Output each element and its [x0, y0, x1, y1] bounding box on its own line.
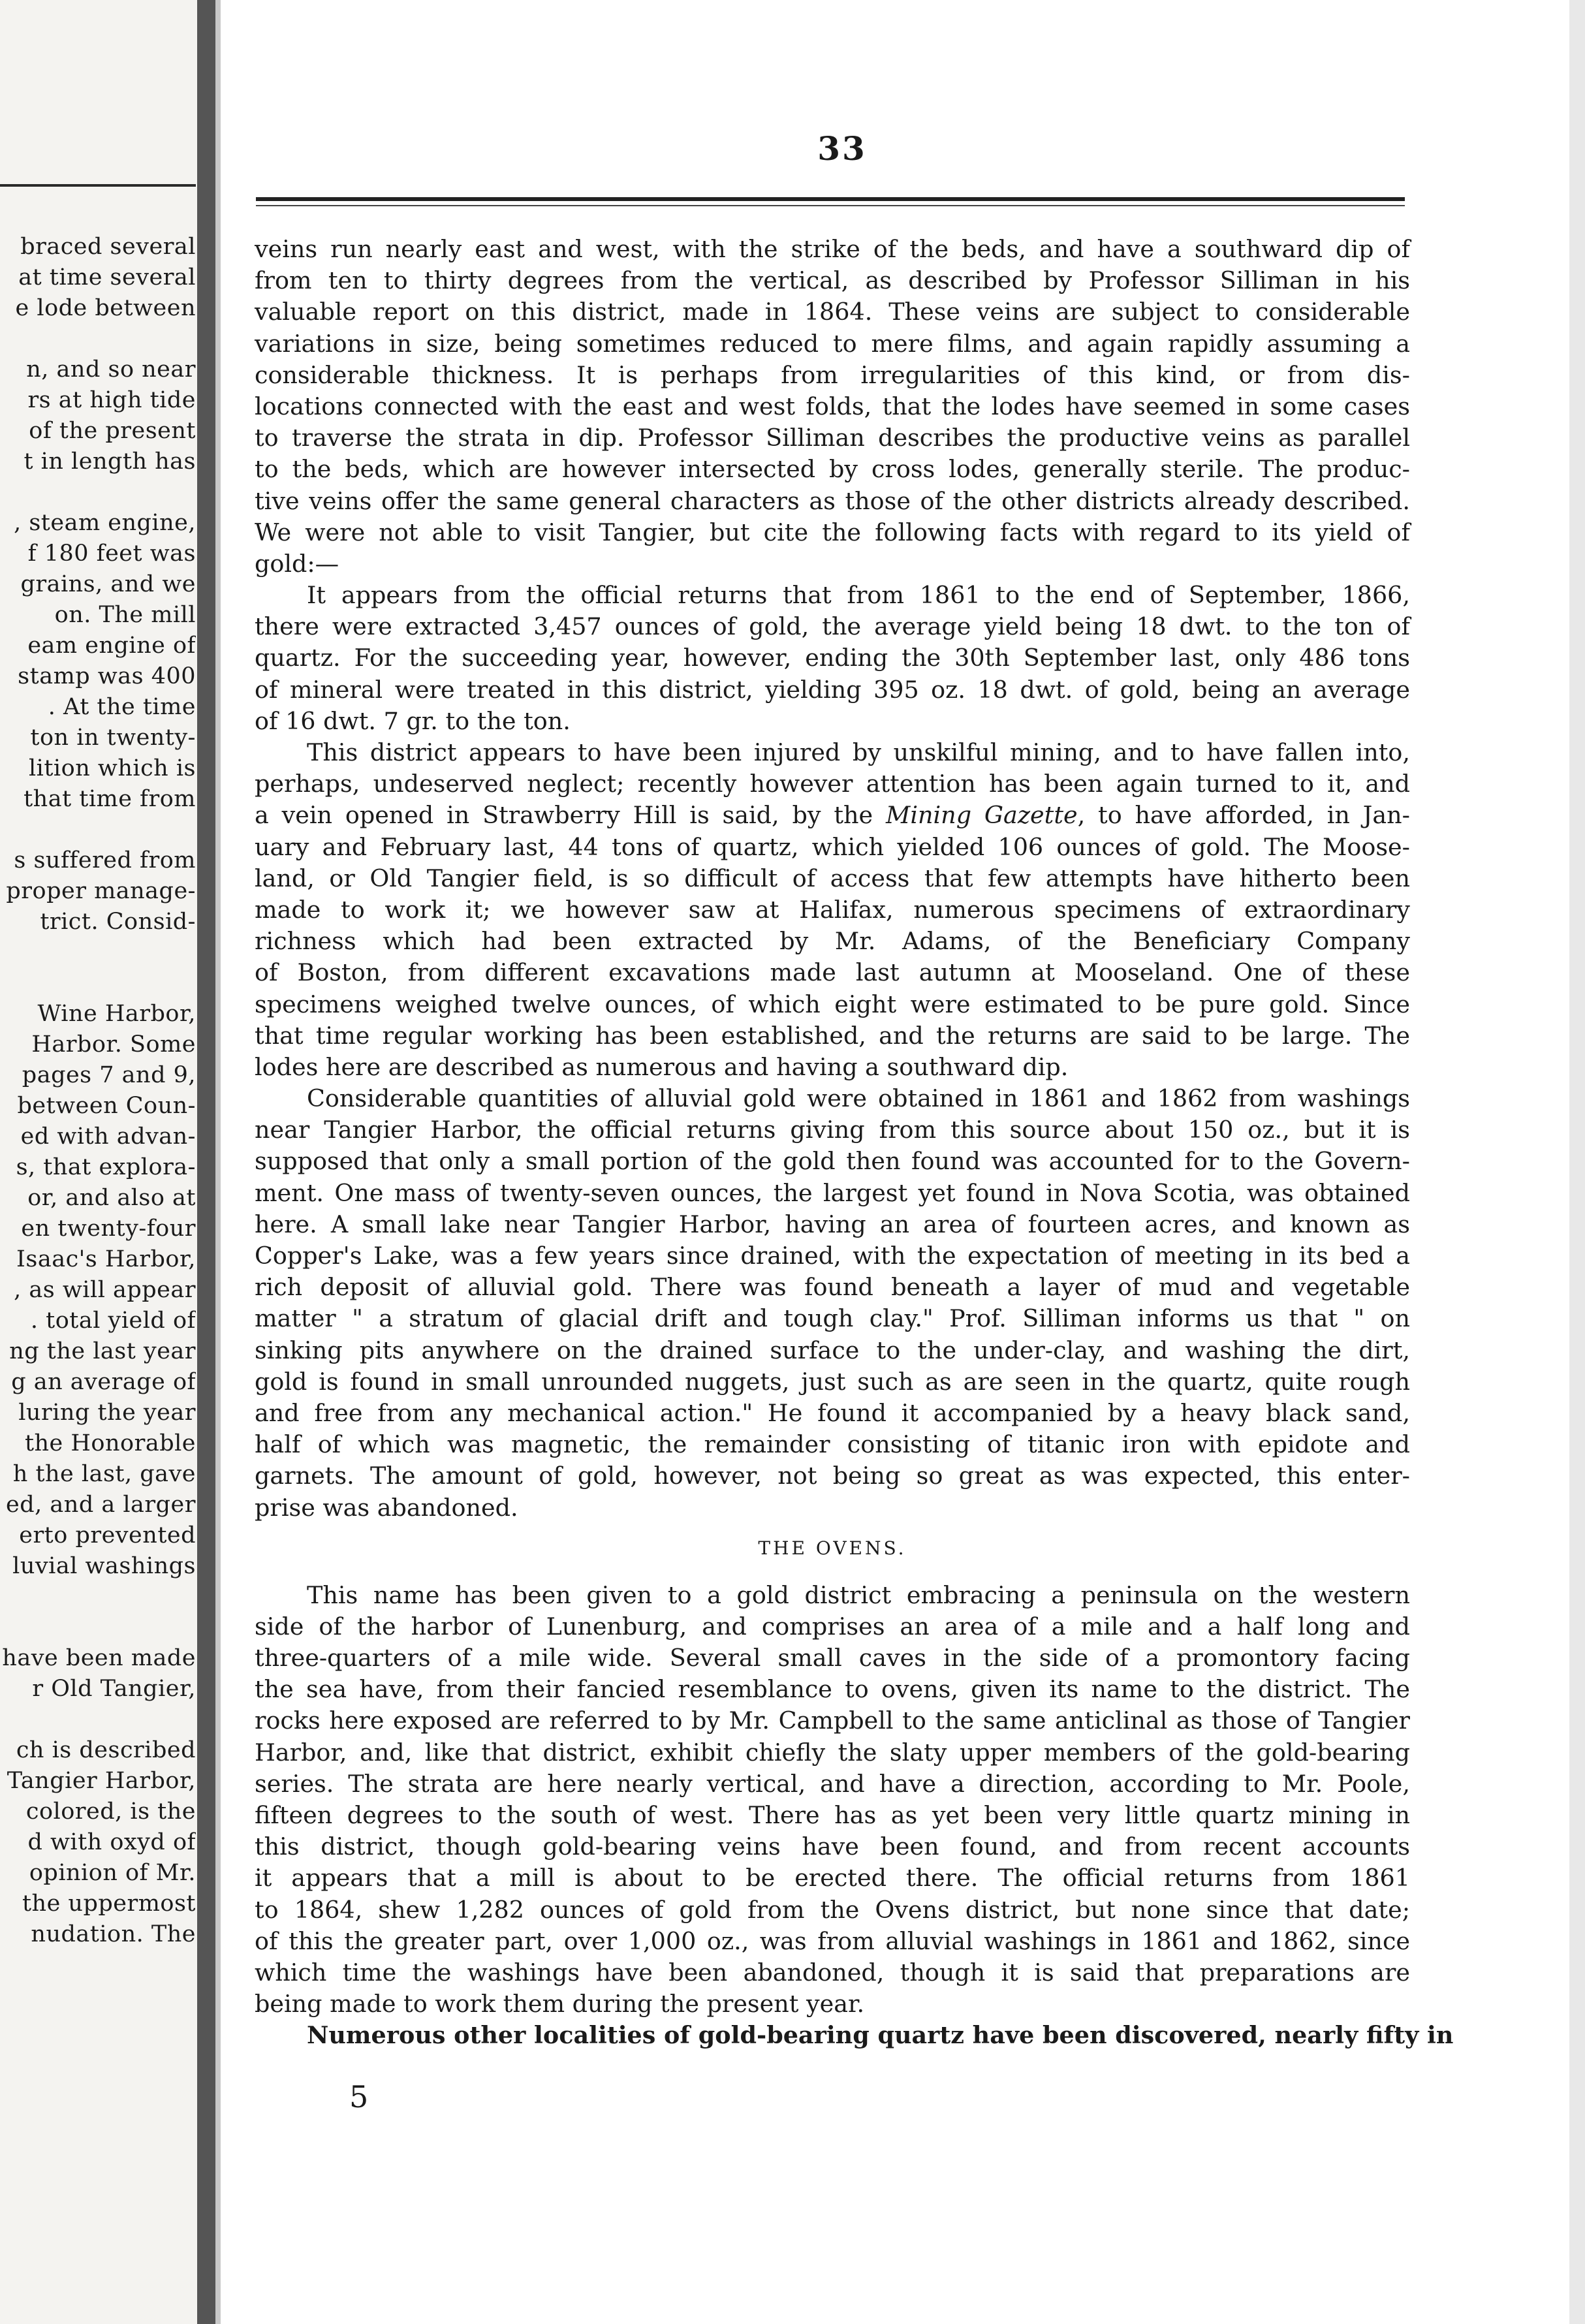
text-line: that time regular working has been established, and the returns are said to be large. The	[255, 1021, 1410, 1050]
text-line: of mineral were treated in this district, yielding 395 oz. 18 dwt. of gold, being an average	[255, 675, 1410, 704]
previous-page-line: pages 7 and 9,	[22, 1062, 196, 1088]
previous-page-line: between Coun-	[17, 1093, 196, 1119]
text-line: Copper's Lake, was a few years since drained, with the expectation of meeting in its bed a	[255, 1242, 1410, 1270]
previous-page-line: f 180 feet was	[27, 541, 196, 567]
text-line: of this the greater part, over 1,000 oz., was from alluvial washings in 1861 and 1862, since	[255, 1926, 1410, 1955]
previous-page-rule	[0, 184, 196, 187]
previous-page-line: h the last, gave	[12, 1461, 196, 1487]
previous-page-line: at time several	[18, 264, 196, 290]
text-line: rocks here exposed are referred to by Mr. Campbell to the same anticlinal as those of Tangier	[255, 1706, 1410, 1735]
text-line: from ten to thirty degrees from the vertical, as described by Professor Silliman in his	[255, 266, 1410, 295]
previous-page-line: on. The mill	[54, 602, 196, 628]
previous-page-line: luvial washings	[12, 1553, 196, 1579]
previous-page-line	[0, 324, 196, 354]
text-line: This district appears to have been injured by unskilful mining, and to have fallen into,	[307, 738, 1410, 766]
text-line: made to work it; we however saw at Halifax, numerous specimens of extraordinary	[255, 895, 1410, 924]
text-line: variations in size, being sometimes reduced to mere films, and again rapidly assuming a	[255, 329, 1410, 358]
previous-page-text	[0, 232, 196, 1950]
paragraph-alluvial-gold	[255, 1083, 1410, 1524]
text-line: rich deposit of alluvial gold. There was found beneath a layer of mud and vegetable	[255, 1273, 1410, 1302]
previous-page-line: en twenty-four	[21, 1216, 196, 1242]
paragraph-official-returns	[255, 580, 1410, 737]
previous-page-line	[0, 968, 196, 999]
publication-title: Mining Gazette	[885, 801, 1078, 830]
previous-page-line: opinion of Mr.	[29, 1860, 196, 1886]
previous-page-line: trict. Consid-	[40, 909, 196, 935]
signature-mark: 5	[349, 2079, 369, 2114]
previous-page-line: , as will appear	[14, 1277, 196, 1303]
previous-page-sliver	[0, 0, 197, 2324]
text-line: supposed that only a small portion of the gold then found was accounted for to the Govern-	[255, 1147, 1410, 1176]
previous-page-line: stamp was 400	[18, 663, 196, 689]
text-line: gold:—	[255, 549, 339, 578]
previous-page-line: luring the year	[18, 1400, 196, 1426]
header-rule	[256, 197, 1405, 201]
text-line: gold is found in small unrounded nuggets, just such as are seen in the quartz, quite rough	[255, 1367, 1410, 1396]
text-line: lodes here are described as numerous and having a southward dip.	[255, 1052, 1069, 1081]
text-line: and free from any mechanical action." He found it accompanied by a heavy black sand,	[255, 1398, 1410, 1427]
previous-page-line: . total yield of	[30, 1308, 196, 1334]
previous-page-line: d with oxyd of	[27, 1829, 196, 1855]
text-line: half of which was magnetic, the remainder consisting of titanic iron with epidote and	[255, 1430, 1410, 1459]
text-line: this district, though gold-bearing veins have been found, and from recent accounts	[255, 1832, 1410, 1861]
text-line: a vein opened in Strawberry Hill is said, by the Mining Gazette, to have afforded, in Jan-	[255, 801, 1411, 830]
text-line: side of the harbor of Lunenburg, and comprises an area of a mile and a half long and	[255, 1612, 1410, 1641]
previous-page-line: proper manage-	[6, 878, 196, 904]
text-line: land, or Old Tangier field, is so difficult of access that few attempts have hitherto been	[255, 864, 1410, 892]
previous-page-line: n, and so near	[26, 356, 196, 383]
text-line: considerable thickness. It is perhaps from irregularities of this kind, or from dis-	[255, 360, 1410, 389]
text-line: of 16 dwt. 7 gr. to the ton.	[255, 706, 571, 735]
previous-page-line: eam engine of	[27, 633, 196, 659]
previous-page-line: of the present	[29, 418, 196, 444]
previous-page-line: braced several	[20, 234, 196, 260]
book-gutter-edge	[215, 0, 221, 2324]
previous-page-line: ch is described	[16, 1737, 196, 1763]
paragraph-district-injured	[255, 737, 1410, 1083]
previous-page-line: grains, and we	[20, 571, 196, 597]
previous-page-line: e lode between	[15, 295, 196, 321]
text-line: prise was abandoned.	[255, 1493, 518, 1522]
text-line: to the beds, which are however intersected by cross lodes, generally sterile. The produc-	[255, 455, 1410, 484]
text-line: matter " a stratum of glacial drift and tough clay." Prof. Silliman informs us that " on	[255, 1304, 1410, 1333]
text-line: specimens weighed twelve ounces, of which eight were estimated to be pure gold. Since	[255, 990, 1410, 1018]
text-line: It appears from the official returns that from 1861 to the end of September, 1866,	[307, 581, 1410, 610]
previous-page-line: s, that explora-	[16, 1154, 196, 1180]
previous-page-line: rs at high tide	[27, 387, 196, 413]
text-line: of Boston, from different excavations made last autumn at Mooseland. One of these	[255, 958, 1410, 987]
previous-page-line: g an average of	[11, 1369, 196, 1395]
previous-page-line	[0, 937, 196, 968]
text-line: to traverse the strata in dip. Professor Silliman describes the productive veins as parallel	[255, 424, 1410, 452]
previous-page-line: erto prevented	[19, 1522, 196, 1548]
text-line: locations connected with the east and west folds, that the lodes have seemed in some cases	[255, 392, 1410, 420]
text-line: ment. One mass of twenty-seven ounces, the largest yet found in Nova Scotia, was obtained	[255, 1178, 1410, 1207]
section-heading: THE OVENS.	[758, 1537, 907, 1559]
text-line: there were extracted 3,457 ounces of gold, the average yield being 18 dwt. to the ton of	[255, 612, 1410, 641]
previous-page-line: ng the last year	[9, 1338, 196, 1364]
text-line: richness which had been extracted by Mr. Adams, of the Beneficiary Company	[255, 927, 1410, 956]
page-edge	[1569, 0, 1585, 2324]
text-line: veins run nearly east and west, with the strike of the beds, and have a southward dip of	[255, 235, 1410, 263]
text-line: garnets. The amount of gold, however, not being so great as was expected, this enter-	[255, 1462, 1410, 1490]
previous-page-line	[0, 1704, 196, 1735]
text-line: Considerable quantities of alluvial gold were obtained in 1861 and 1862 from washings	[307, 1084, 1410, 1113]
text-line: fifteen degrees to the south of west. There has as yet been very little quartz mining in	[255, 1801, 1410, 1829]
book-gutter	[197, 0, 215, 2324]
text-line: Harbor, and, like that district, exhibit chiefly the slaty upper members of the gold-bearing	[255, 1738, 1410, 1767]
previous-page-line: ed, and a larger	[6, 1492, 196, 1518]
previous-page-line: that time from	[24, 786, 196, 812]
text-line: it appears that a mill is about to be erected there. The official returns from 1861	[255, 1864, 1410, 1892]
previous-page-line	[0, 1582, 196, 1612]
paragraph-final-line: Numerous other localities of gold-bearing quartz have been discovered, nearly fifty in	[307, 2021, 1454, 2050]
previous-page-line: the Honorable	[24, 1430, 196, 1456]
previous-page-line: have been made	[2, 1645, 196, 1671]
header-rule-thin	[256, 205, 1405, 206]
previous-page-line: or, and also at	[27, 1185, 196, 1211]
previous-page-line: s suffered from	[14, 847, 196, 873]
previous-page-line: ed with advan-	[20, 1123, 196, 1150]
previous-page-line: nudation. The	[31, 1921, 196, 1947]
text-line: three-quarters of a mile wide. Several small caves in the side of a promontory facing	[255, 1644, 1410, 1672]
text-line: the sea have, from their fancied resemblance to ovens, given its name to the district. The	[255, 1675, 1410, 1704]
page-number: 33	[817, 129, 867, 168]
text-line: This name has been given to a gold district embracing a peninsula on the western	[307, 1580, 1410, 1609]
text-line: to 1864, shew 1,282 ounces of gold from the Ovens district, but none since that date;	[255, 1895, 1410, 1924]
text-line: series. The strata are here nearly vertical, and have a direction, according to Mr. Poole,	[255, 1769, 1410, 1798]
previous-page-line: r Old Tangier,	[32, 1676, 196, 1702]
previous-page-line: colored, is the	[25, 1798, 196, 1825]
paragraph-tangier-veins	[255, 234, 1410, 580]
text-line: near Tangier Harbor, the official returns giving from this source about 150 oz., but it is	[255, 1116, 1410, 1144]
previous-page-line: , steam engine,	[14, 510, 196, 536]
text-line: quartz. For the succeeding year, however, ending the 30th September last, only 486 tons	[255, 644, 1410, 672]
previous-page-line: . At the time	[48, 694, 196, 720]
previous-page-line: t in length has	[24, 448, 196, 475]
text-line: tive veins offer the same general characters as those of the other districts already described.	[255, 486, 1410, 515]
previous-page-line: the uppermost	[22, 1891, 196, 1917]
previous-page-line	[0, 1612, 196, 1643]
text-line: uary and February last, 44 tons of quartz, which yielded 106 ounces of gold. The Moose-	[255, 832, 1410, 861]
text-line: perhaps, undeserved neglect; recently however attention has been again turned to it, and	[255, 770, 1410, 798]
text-line: here. A small lake near Tangier Harbor, having an area of fourteen acres, and known as	[255, 1210, 1410, 1238]
text-line: sinking pits anywhere on the drained surface to the under-clay, and washing the dirt,	[255, 1336, 1410, 1364]
main-text-column	[255, 234, 1454, 2052]
previous-page-line: Isaac's Harbor,	[16, 1246, 196, 1272]
previous-page-line: Harbor. Some	[31, 1031, 196, 1058]
text-line: valuable report on this district, made in 1864. These veins are subject to considerable	[255, 298, 1410, 326]
paragraph-the-ovens	[255, 1580, 1410, 2020]
previous-page-line: Tangier Harbor,	[7, 1768, 196, 1794]
previous-page-line: lition which is	[28, 755, 196, 781]
previous-page-line	[0, 477, 196, 508]
text-line: being made to work them during the present year.	[255, 1990, 865, 2018]
previous-page-line: Wine Harbor,	[37, 1001, 196, 1027]
text-line: which time the washings have been abandoned, though it is said that preparations are	[255, 1958, 1410, 1986]
text-line: We were not able to visit Tangier, but cite the following facts with regard to its yield of	[255, 518, 1410, 546]
previous-page-line	[0, 815, 196, 845]
previous-page-line: ton in twenty-	[30, 725, 196, 751]
